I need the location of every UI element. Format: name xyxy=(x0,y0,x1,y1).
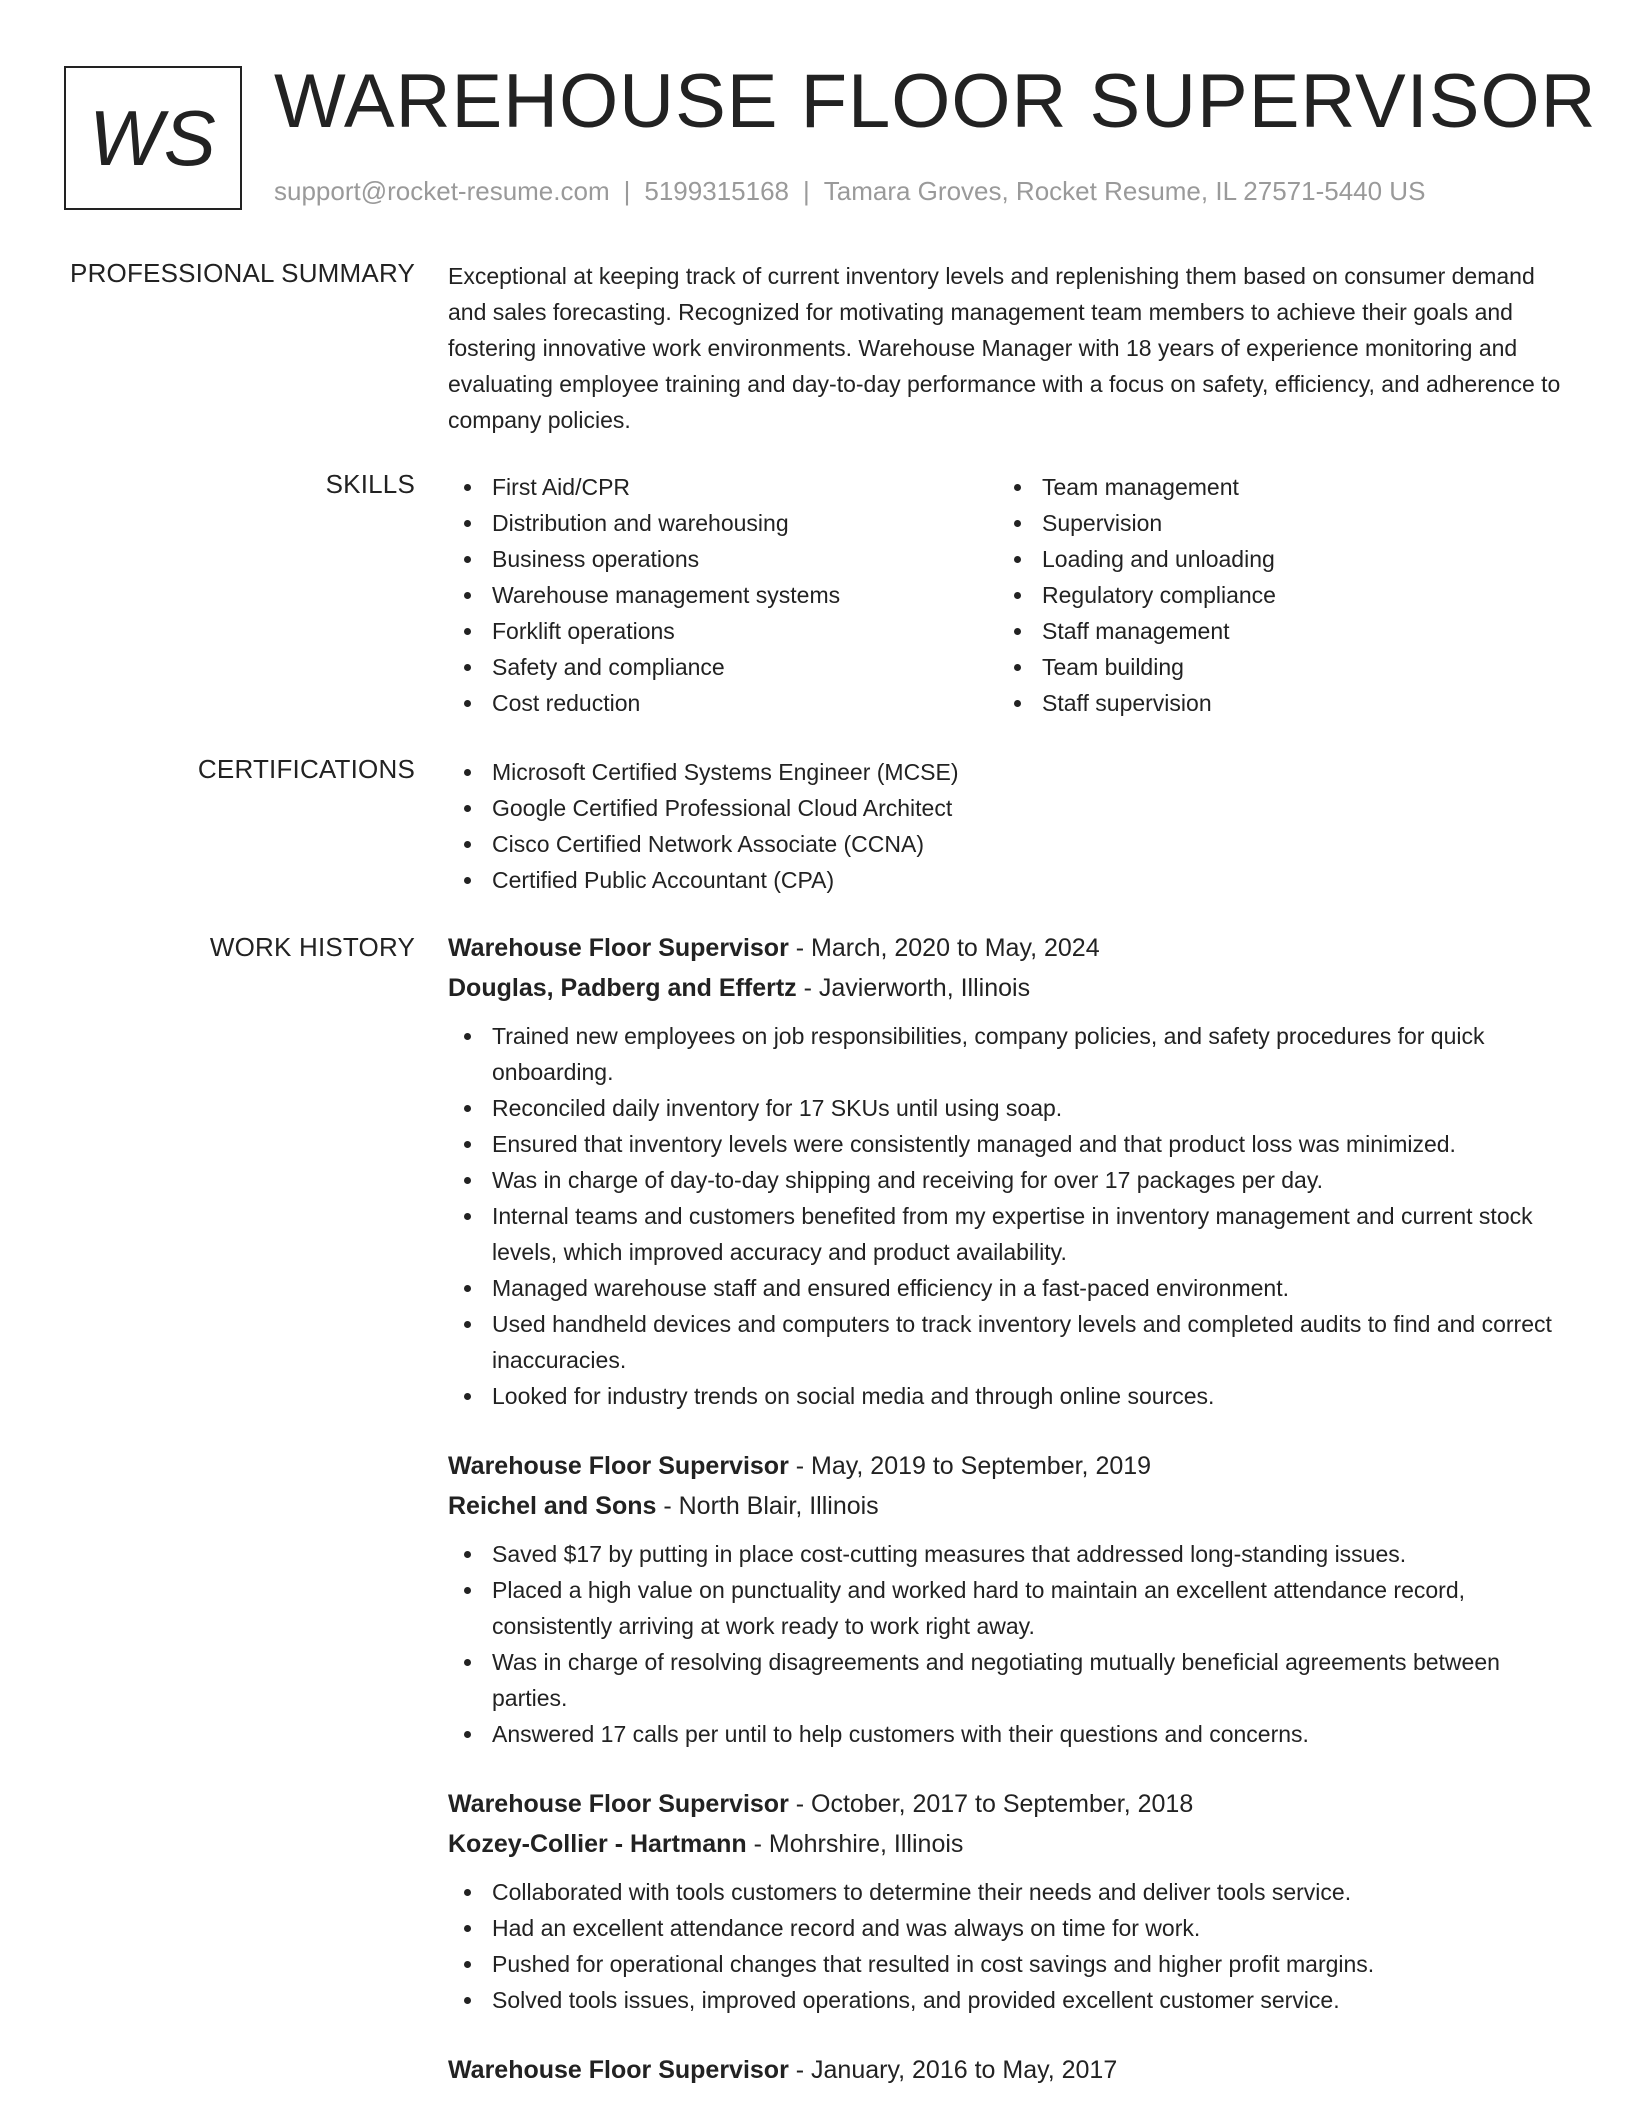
job-entry xyxy=(448,1784,1570,2018)
contact-address: Tamara Groves, Rocket Resume, IL 27571-5440 US xyxy=(823,176,1426,206)
job-dates: - January, 2016 to May, 2017 xyxy=(788,2056,1118,2084)
skill-item: Team building xyxy=(998,649,1548,685)
job-bullet: Collaborated with tools customers to determine their needs and deliver tools service. xyxy=(448,1874,1570,1910)
job-bullet: Saved $17 by putting in place cost-cutting measures that addressed long-standing issues. xyxy=(448,1536,1570,1572)
monogram-logo xyxy=(64,66,242,210)
job-bullet: Trained new employees on job responsibilities, company policies, and safety procedures for quick onboarding. xyxy=(448,1018,1570,1090)
skill-item: Safety and compliance xyxy=(448,649,998,685)
summary-text: Exceptional at keeping track of current inventory levels and replenishing them based on consumer demand and sales forecasting. Recognized for motivating management team members to achieve their goals and fostering innovative work environments. Warehouse Manager with 18 years of experience monitoring and evaluating employee training and day-to-day performance with a focus on safety, efficiency, and adherence to company policies. xyxy=(448,263,1561,433)
job-title-line xyxy=(448,1446,1570,1486)
job-title: Warehouse Floor Supervisor xyxy=(448,2056,789,2084)
skill-item: Supervision xyxy=(998,505,1548,541)
certification-item: Cisco Certified Network Associate (CCNA) xyxy=(448,826,1570,862)
jobs-list xyxy=(448,928,1570,2112)
job-bullet: Looked for industry trends on social media and through online sources. xyxy=(448,1378,1570,1414)
skill-item: Business operations xyxy=(448,541,998,577)
skill-item: Forklift operations xyxy=(448,613,998,649)
job-title: Warehouse Floor Supervisor xyxy=(448,1452,789,1480)
skill-item: Staff supervision xyxy=(998,685,1548,721)
job-bullet: Internal teams and customers benefited from my expertise in inventory management and current stock levels, which improved accuracy and product availability. xyxy=(448,1198,1570,1270)
job-dates: - March, 2020 to May, 2024 xyxy=(788,934,1100,962)
job-entry xyxy=(448,1446,1570,1752)
skill-item: Distribution and warehousing xyxy=(448,505,998,541)
skills-list-right xyxy=(998,469,1548,721)
job-bullet: Managed warehouse staff and ensured efficiency in a fast-paced environment. xyxy=(448,1270,1570,1306)
job-dates: - October, 2017 to September, 2018 xyxy=(788,1790,1194,1818)
job-location: - Mohrshire, Illinois xyxy=(746,1830,964,1858)
job-location: - North Blair, Illinois xyxy=(656,1492,879,1520)
job-bullets xyxy=(448,1536,1570,1752)
job-company: Douglas, Padberg and Effertz xyxy=(448,974,797,1002)
job-company-line xyxy=(448,968,1570,1008)
skills-list-left xyxy=(448,469,998,721)
job-title: Warehouse Floor Supervisor xyxy=(448,934,789,962)
job-bullet: Was in charge of day-to-day shipping and receiving for over 17 packages per day. xyxy=(448,1162,1570,1198)
job-title: Warehouse Floor Supervisor xyxy=(448,1790,789,1818)
job-bullets xyxy=(448,1874,1570,2018)
job-company-line xyxy=(448,1486,1570,1526)
certification-item: Microsoft Certified Systems Engineer (MCSE) xyxy=(448,754,1570,790)
job-bullet: Had an excellent attendance record and was always on time for work. xyxy=(448,1910,1570,1946)
job-entry xyxy=(448,928,1570,1414)
certifications-list xyxy=(448,754,1570,898)
contact-email: support@rocket-resume.com xyxy=(274,176,610,206)
job-title-line xyxy=(448,1784,1570,1824)
job-location: - Javierworth, Illinois xyxy=(796,974,1031,1002)
job-entry xyxy=(448,2050,1570,2090)
section-heading: CERTIFICATIONS xyxy=(197,754,415,784)
job-bullet: Placed a high value on punctuality and worked hard to maintain an excellent attendance record, consistently arriving at work ready to work right away. xyxy=(448,1572,1570,1644)
job-title-line xyxy=(448,2050,1570,2090)
job-bullet: Answered 17 calls per until to help customers with their questions and concerns. xyxy=(448,1716,1570,1752)
job-company: Reichel and Sons xyxy=(448,1492,657,1520)
section-heading: WORK HISTORY xyxy=(209,932,415,962)
job-bullet: Reconciled daily inventory for 17 SKUs until using soap. xyxy=(448,1090,1570,1126)
job-bullet: Used handheld devices and computers to track inventory levels and completed audits to find and correct inaccuracies. xyxy=(448,1306,1570,1378)
job-company: Kozey-Collier - Hartmann xyxy=(448,1830,747,1858)
contact-phone: 5199315168 xyxy=(644,176,789,206)
contact-separator: | xyxy=(803,176,810,206)
skill-item: First Aid/CPR xyxy=(448,469,998,505)
skill-item: Regulatory compliance xyxy=(998,577,1548,613)
monogram-text: WS xyxy=(89,93,217,182)
skill-item: Warehouse management systems xyxy=(448,577,998,613)
job-title-line xyxy=(448,928,1570,968)
job-bullet: Ensured that inventory levels were consistently managed and that product loss was minimized. xyxy=(448,1126,1570,1162)
certification-item: Certified Public Accountant (CPA) xyxy=(448,862,1570,898)
job-bullet: Was in charge of resolving disagreements and negotiating mutually beneficial agreements between parties. xyxy=(448,1644,1570,1716)
skill-item: Loading and unloading xyxy=(998,541,1548,577)
job-bullet: Solved tools issues, improved operations, and provided excellent customer service. xyxy=(448,1982,1570,2018)
section-heading: PROFESSIONAL SUMMARY xyxy=(70,258,415,288)
section-heading: SKILLS xyxy=(325,469,415,499)
contact-separator: | xyxy=(623,176,631,206)
resume-title: WAREHOUSE FLOOR SUPERVISOR xyxy=(274,59,1597,144)
job-dates: - May, 2019 to September, 2019 xyxy=(788,1452,1152,1480)
skills-grid xyxy=(448,469,1570,721)
certification-item: Google Certified Professional Cloud Architect xyxy=(448,790,1570,826)
skill-item: Team management xyxy=(998,469,1548,505)
skill-item: Staff management xyxy=(998,613,1548,649)
job-bullet: Pushed for operational changes that resulted in cost savings and higher profit margins. xyxy=(448,1946,1570,1982)
job-company-line xyxy=(448,1824,1570,1864)
skill-item: Cost reduction xyxy=(448,685,998,721)
contact-line xyxy=(274,176,1425,207)
job-bullets xyxy=(448,1018,1570,1414)
